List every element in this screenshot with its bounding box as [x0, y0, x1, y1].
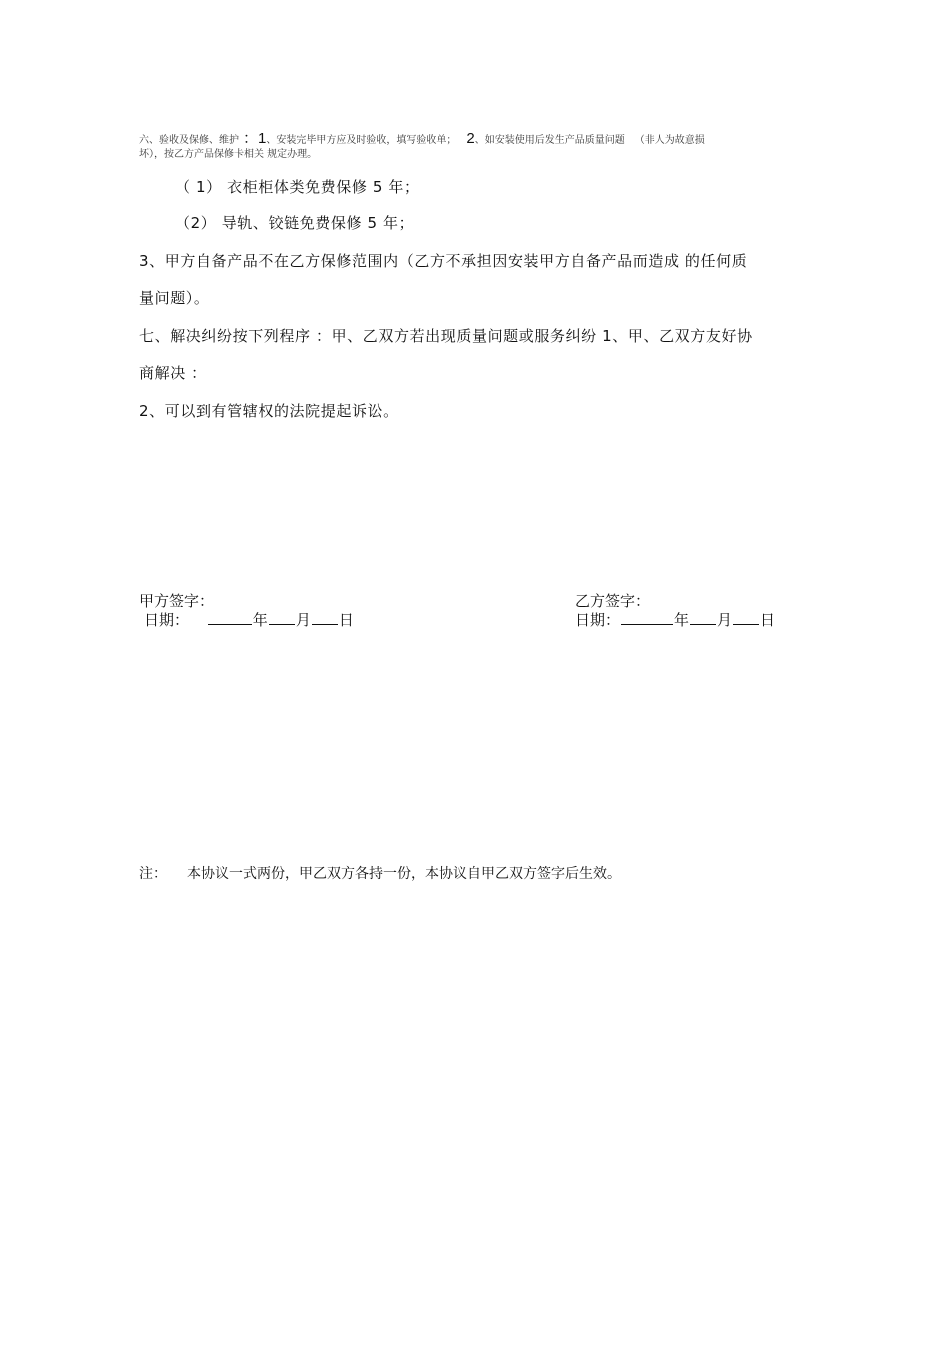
section6-num2: 2 [466, 130, 475, 147]
warranty-item-2: （2） 导轨、铰链免费保修 5 年； [175, 214, 415, 232]
party-b-date-line [575, 609, 775, 630]
section7-line2: 商解决 ： [139, 364, 207, 382]
section6-line2: 坏），按乙方产品保修卡相关 规定办理。 [139, 149, 318, 160]
party-a-month-blank[interactable] [269, 612, 295, 625]
party-a-date-label: 日期： [144, 611, 190, 629]
party-a-month-label: 月 [295, 611, 311, 629]
party-a-signature-label: 甲方签字： [139, 592, 215, 610]
party-a-year-blank[interactable] [208, 612, 252, 625]
party-b-year-label: 年 [674, 611, 690, 629]
section6-item2-a: 、如安装使用后发生产品质量问题 [474, 135, 625, 146]
party-b-day-blank[interactable] [733, 612, 759, 625]
clause3-line2: 量问题）。 [139, 289, 210, 307]
note-text: 本协议一式两份，甲乙双方各持一份，本协议自甲乙双方签字后生效。 [187, 866, 621, 882]
section6-num1: 1 [258, 130, 267, 147]
party-b-day-label: 日 [760, 611, 776, 629]
party-b-year-blank[interactable] [621, 612, 673, 625]
party-a-year-label: 年 [252, 611, 268, 629]
section6-colon: ： [243, 130, 259, 147]
warranty-item-1: （ 1） 衣柜柜体类免费保修 5 年； [175, 178, 420, 196]
party-a-date-line [144, 609, 354, 630]
section6-title: 六、验收及保修、维护 [139, 135, 239, 146]
note-label: 注： [139, 866, 167, 882]
section7-line1: 七、解决纠纷按下列程序 ：甲、乙双方若出现质量问题或服务纠纷 1、甲、乙双方友好协 [139, 327, 753, 345]
clause3-line1: 3、甲方自备产品不在乙方保修范围内（乙方不承担因安装甲方自备产品而造成 的任何质 [139, 252, 748, 270]
party-a-day-label: 日 [338, 611, 354, 629]
party-b-month-blank[interactable] [690, 612, 716, 625]
party-b-month-label: 月 [717, 611, 733, 629]
section6-item1: 、安装完毕甲方应及时验收，填写验收单； [266, 135, 457, 146]
party-b-date-label: 日期： [575, 611, 621, 629]
note [139, 863, 621, 883]
section7-line3: 2、可以到有管辖权的法院提起诉讼。 [139, 402, 399, 420]
section6-item2-b: （非人为故意损 [634, 135, 705, 146]
party-a-day-blank[interactable] [312, 612, 338, 625]
party-b-signature-label: 乙方签字： [575, 592, 651, 610]
